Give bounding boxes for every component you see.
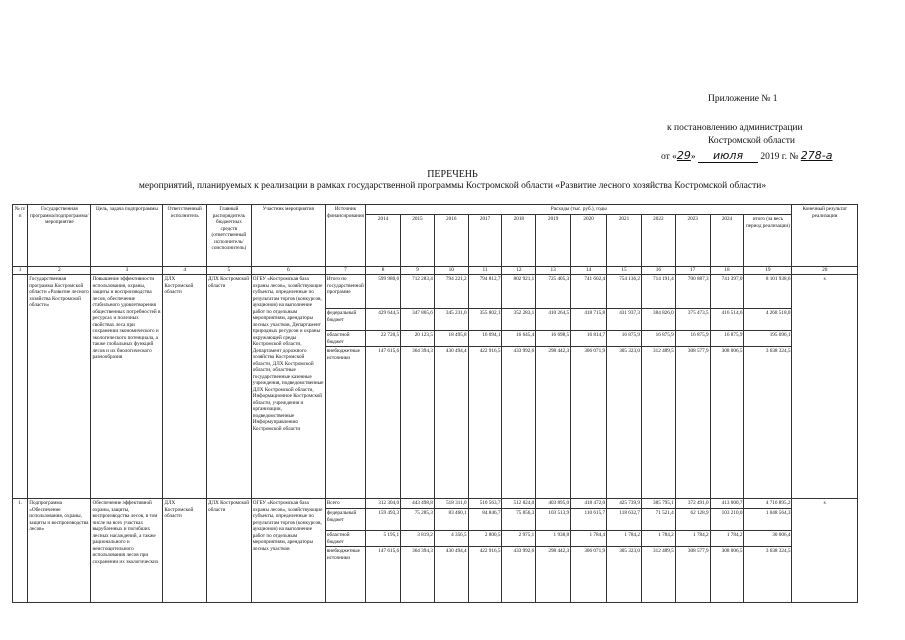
header-year: 2024 [710, 215, 744, 267]
cell-value: 308 006,5 [710, 547, 744, 603]
column-number: 20 [792, 267, 858, 275]
cell-total: 30 006,4 [744, 531, 792, 547]
cell-value: 308 006,5 [710, 347, 744, 499]
cell-value: 384 826,0 [641, 309, 675, 331]
cell-source: внебюджетные источники [325, 547, 365, 603]
cell-value: 431 937,3 [607, 309, 642, 331]
cell-value: 20 123,5 [401, 331, 435, 347]
column-number: 8 [366, 267, 401, 275]
column-number: 10 [434, 267, 468, 275]
cell-goal: Повышение эффективности использования, охраны, защиты и воспроизводства лесов, обеспечение стабильного удовлетворения общественных потребностей в ресурсах и полезных свойствах леса при сохранении экономического и экологического потенциала, а также глобальных функций лесов и их биологического разнообразия [91, 275, 163, 499]
header-year: 2017 [468, 215, 502, 267]
cell-value: 16 875,9 [710, 331, 744, 347]
cell-value: 416 514,6 [710, 309, 744, 331]
cell-value: 433 992,6 [502, 547, 536, 603]
cell-value: 741 397,0 [710, 275, 744, 309]
header-participant: Участник мероприятия [251, 205, 325, 267]
table-row [13, 499, 858, 509]
cell-value: 147 615,6 [366, 347, 401, 499]
cell-value: 147 615,6 [366, 547, 401, 603]
cell-executor: ДЛХ Костромской области [163, 275, 207, 499]
cell-value: 410 264,5 [536, 309, 571, 331]
cell-value: 312 304,0 [366, 499, 401, 509]
column-number: 11 [468, 267, 502, 275]
cell-value: 312 489,5 [641, 347, 675, 499]
cell-manager: ДЛХ Костромской области [207, 499, 252, 603]
appendix-label: Приложение № 1 [708, 94, 778, 104]
column-number: 7 [325, 267, 365, 275]
cell-value: 4 356,5 [434, 531, 468, 547]
cell-value: 16 875,9 [675, 331, 710, 347]
cell-value: 429 644,5 [366, 309, 401, 331]
cell-manager: ДЛХ Костромской области [207, 275, 252, 499]
cell-value: 1 938,8 [536, 531, 571, 547]
cell-value: 16 875,9 [607, 331, 642, 347]
cell-value: 430 494,4 [434, 347, 468, 499]
cell-value: 16 645,4 [502, 331, 536, 347]
cell-participant: ОГБУ «Костромская база охраны лесов», хозяйствующие субъекты, определенные по результатам торгов (конкурсов, аукционов) на выполнение работ по отдельным мероприятиям, арендаторы лесных участков, Департамент природных ресурсов и охраны окружающей среды Костромской области, Департамент дорожного хозяйства Костромской области, ДЛХ Костромской области, областные государственные казенные учреждения, подведомственные ДЛХ Костромской области, Информационное Костромской области, учреждения и организации, подведомственные Информуправлению Костромской области [251, 275, 325, 499]
cell-value: 355 802,1 [468, 309, 502, 331]
header-year: 2020 [571, 215, 607, 267]
measures-table [12, 204, 858, 603]
cell-value: 75 856,3 [502, 509, 536, 531]
header-no: № п/п [13, 205, 28, 267]
cell-value: 3 819,2 [401, 531, 435, 547]
cell-value: 22 720,5 [366, 331, 401, 347]
cell-value: 83 460,1 [434, 509, 468, 531]
cell-value: 422 916,5 [468, 347, 502, 499]
date-day: 29 [676, 149, 691, 162]
cell-value: 5 195,1 [366, 531, 401, 547]
cell-total: 195 096,1 [744, 331, 792, 347]
header-expenses: Расходы (тыс. руб.), годы [366, 205, 792, 215]
column-number: 18 [710, 267, 744, 275]
cell-value: 1 784,4 [571, 531, 607, 547]
cell-value: 1 784,2 [641, 531, 675, 547]
header-result: Конечный результат реализации [792, 205, 858, 267]
cell-value: 62 128,9 [675, 509, 710, 531]
cell-value: 794 221,2 [434, 275, 468, 309]
cell-value: 305 323,0 [607, 347, 642, 499]
resolution-line-1: к постановлению администрации [667, 123, 803, 133]
column-number: 12 [502, 267, 536, 275]
column-number: 15 [607, 267, 642, 275]
cell-source: внебюджетные источники [325, 347, 365, 499]
cell-value: 71 521,4 [641, 509, 675, 531]
column-number: 2 [28, 267, 91, 275]
cell-source: Итого по государственной программе [325, 275, 365, 309]
cell-value: 725 405,3 [536, 275, 571, 309]
cell-source: областной бюджет [325, 331, 365, 347]
column-number: 9 [401, 267, 435, 275]
cell-value: 1 784,2 [607, 531, 642, 547]
cell-value: 375 473,5 [675, 309, 710, 331]
cell-total: 4 268 518,0 [744, 309, 792, 331]
header-program: Государственная программа/подпрограмма/мероприятие [28, 205, 91, 267]
column-number: 5 [207, 267, 252, 275]
header-year: 2018 [502, 215, 536, 267]
cell-value: 430 494,4 [434, 547, 468, 603]
cell-value: 372 491,0 [675, 499, 710, 509]
cell-value: 2 800,5 [468, 531, 502, 547]
cell-participant: ОГБУ «Костромская база охраны лесов», хозяйствующие субъекты, определенные по результатам торгов (конкурсов, аукционов) на выполнение работ по отдельным мероприятиям, арендаторы лесных участков [251, 499, 325, 603]
header-year: 2014 [366, 215, 401, 267]
doc-title: ПЕРЕЧЕНЬ [427, 169, 478, 180]
cell-value: 425 739,9 [607, 499, 642, 509]
cell-value: 741 602,4 [571, 275, 607, 309]
cell-value: 802 921,1 [502, 275, 536, 309]
cell-result: х [792, 275, 858, 499]
cell-source: федеральный бюджет [325, 309, 365, 331]
cell-value: 1 784,2 [710, 531, 744, 547]
cell-value: 308 577,9 [675, 547, 710, 603]
cell-value: 403 895,0 [536, 499, 571, 509]
cell-value: 118 632,7 [607, 509, 642, 531]
cell-total: 1 048 564,3 [744, 509, 792, 531]
cell-value: 512 824,0 [502, 499, 536, 509]
cell-total: 3 638 324,5 [744, 347, 792, 499]
cell-value: 306 071,9 [571, 347, 607, 499]
cell-result: х [792, 499, 858, 603]
cell-value: 75 285,3 [401, 509, 435, 531]
cell-value: 312 489,5 [641, 547, 675, 603]
header-source: Источник финансирования [325, 205, 365, 267]
cell-value: 510 563,7 [468, 499, 502, 509]
header-year: 2016 [434, 215, 468, 267]
cell-value: 347 865,6 [401, 309, 435, 331]
cell-value: 364 394,3 [401, 347, 435, 499]
column-number: 4 [163, 267, 207, 275]
cell-value: 18 495,8 [434, 331, 468, 347]
cell-value: 794 812,7 [468, 275, 502, 309]
date-month: июля [698, 149, 758, 163]
cell-program: Государственная программа Костромской области «Развитие лесного хозяйства Костромской области» [28, 275, 91, 499]
cell-value: 110 615,7 [571, 509, 607, 531]
column-number: 3 [91, 267, 163, 275]
cell-value: 16 698,5 [536, 331, 571, 347]
cell-no [13, 275, 28, 499]
cell-program: Подпрограмма «Обеспечение использования, охраны, защиты и воспроизводства лесов» [28, 499, 91, 603]
cell-value: 298 442,3 [536, 547, 571, 603]
header-year: 2023 [675, 215, 710, 267]
cell-total: 4 716 895,2 [744, 499, 792, 509]
column-number: 19 [744, 267, 792, 275]
cell-value: 700 887,3 [675, 275, 710, 309]
header-total: итого (за весь период реализации) [744, 215, 792, 267]
cell-value: 2 975,1 [502, 531, 536, 547]
cell-executor: ДЛХ Костромской области [163, 499, 207, 603]
cell-value: 518 311,0 [434, 499, 468, 509]
resolution-line-2: Костромской области [708, 136, 795, 146]
cell-value: 413 000,7 [710, 499, 744, 509]
cell-total: 8 101 938,6 [744, 275, 792, 309]
header-executor: Ответственный исполнитель [163, 205, 207, 267]
doc-subtitle: мероприятий, планируемых к реализации в рамках государственной программы Костромской области «Развитие лесного хозяйства Костромской области» [138, 181, 767, 191]
cell-value: 159 493,3 [366, 509, 401, 531]
cell-value: 103 210,0 [710, 509, 744, 531]
cell-value: 385 795,1 [641, 499, 675, 509]
column-number: 1 [13, 267, 28, 275]
cell-value: 754 136,2 [607, 275, 642, 309]
cell-value: 308 577,9 [675, 347, 710, 499]
header-goal: Цель, задача подпрограммы [91, 205, 163, 267]
cell-value: 443 498,8 [401, 499, 435, 509]
table-row [13, 275, 858, 309]
resolution-date [661, 149, 833, 163]
cell-value: 712 283,4 [401, 275, 435, 309]
cell-no: 1. [13, 499, 28, 603]
cell-value: 364 394,3 [401, 547, 435, 603]
cell-value: 418 715,8 [571, 309, 607, 331]
date-year: 2019 г. № [760, 152, 799, 162]
cell-source: областной бюджет [325, 531, 365, 547]
cell-value: 714 191,4 [641, 275, 675, 309]
cell-source: Всего [325, 499, 365, 509]
cell-goal: Обеспечение эффективной охраны, защиты, воспроизводства лесов, в том числе на всех участках вырубленных и погибших лесных насаждений, а также рационального и неистощительного использования лесов при сохранении их экологических [91, 499, 163, 603]
header-manager: Главный распорядитель бюджетных средств (ответственный исполнитель/соисполнитель) [207, 205, 252, 267]
cell-value: 352 283,1 [502, 309, 536, 331]
header-year: 2015 [401, 215, 435, 267]
column-number: 13 [536, 267, 571, 275]
cell-value: 298 442,3 [536, 347, 571, 499]
cell-value: 84 846,7 [468, 509, 502, 531]
cell-value: 16 814,7 [571, 331, 607, 347]
column-number: 17 [675, 267, 710, 275]
cell-value: 345 231,0 [434, 309, 468, 331]
cell-value: 599 980,6 [366, 275, 401, 309]
cell-value: 305 323,0 [607, 547, 642, 603]
cell-total: 3 638 324,5 [744, 547, 792, 603]
date-mid: » [690, 152, 696, 162]
header-year: 2021 [607, 215, 642, 267]
resolution-number: 278-а [800, 149, 833, 162]
header-year: 2019 [536, 215, 571, 267]
cell-value: 16 875,9 [641, 331, 675, 347]
cell-source: федеральный бюджет [325, 509, 365, 531]
cell-value: 418 472,0 [571, 499, 607, 509]
cell-value: 103 513,9 [536, 509, 571, 531]
header-year: 2022 [641, 215, 675, 267]
column-number: 6 [251, 267, 325, 275]
cell-value: 306 071,9 [571, 547, 607, 603]
cell-value: 422 916,5 [468, 547, 502, 603]
cell-value: 433 992,6 [502, 347, 536, 499]
date-prefix: от « [661, 152, 677, 162]
column-number: 16 [641, 267, 675, 275]
cell-value: 16 094,1 [468, 331, 502, 347]
cell-value: 1 784,2 [675, 531, 710, 547]
column-number: 14 [571, 267, 607, 275]
